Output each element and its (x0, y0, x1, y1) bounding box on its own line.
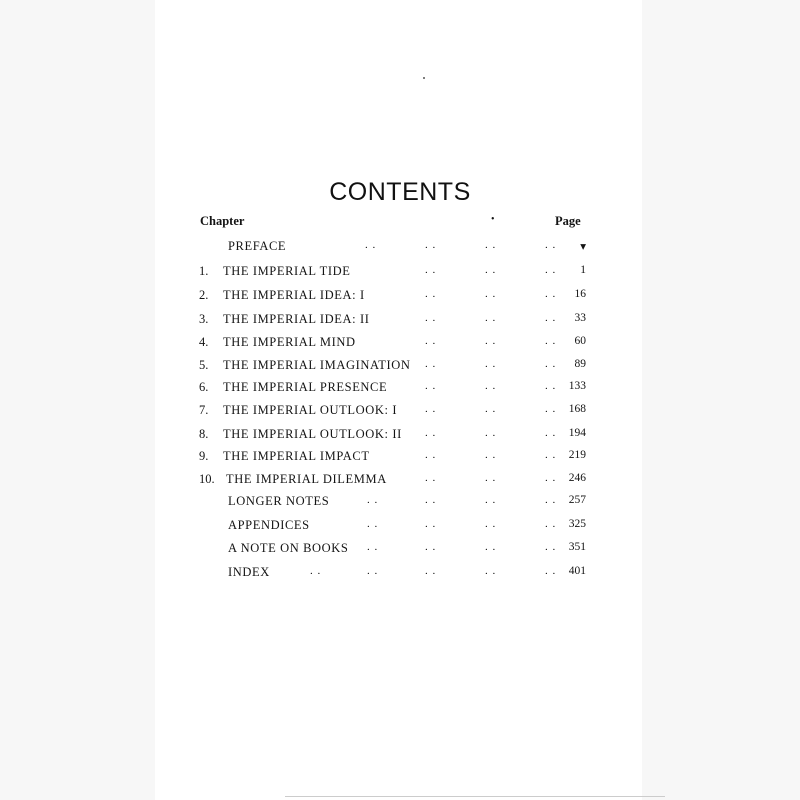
chapter-title: THE IMPERIAL TIDE (223, 264, 351, 278)
leader-dots: . . (485, 427, 497, 439)
chapter-title: LONGER NOTES (228, 494, 330, 508)
leader-dots: . . (425, 518, 437, 530)
leader-dots: . . (367, 494, 379, 506)
chapter-title: THE IMPERIAL MIND (223, 335, 356, 349)
toc-entry (0, 541, 800, 561)
page-number: 219 (568, 449, 586, 461)
toc-entry (0, 380, 800, 400)
page-number: 89 (574, 358, 586, 370)
leader-dots: . . (425, 312, 437, 324)
leader-dots: . . (310, 565, 322, 577)
leader-dots: . . (485, 403, 497, 415)
leader-dots: . . (545, 335, 557, 347)
leader-dots: . . (545, 472, 557, 484)
chapter-number: 7. (199, 403, 209, 417)
book-page (155, 0, 642, 800)
leader-dots: . . (425, 541, 437, 553)
leader-dots: . . (425, 565, 437, 577)
leader-dots: . . (425, 403, 437, 415)
leader-dots: . . (425, 335, 437, 347)
page-number: 401 (568, 565, 586, 577)
toc-entry (0, 358, 800, 378)
chapter-number: 6. (199, 380, 209, 394)
page-number: ▾ (580, 241, 586, 253)
toc-entry (0, 565, 800, 585)
leader-dots: . . (485, 449, 497, 461)
page-number: 257 (568, 494, 586, 506)
toc-entry (0, 239, 800, 259)
leader-dots: . . (545, 312, 557, 324)
leader-dots: . . (485, 358, 497, 370)
leader-dots: . . (485, 380, 497, 392)
leader-dots: . . (545, 403, 557, 415)
leader-dots: . . (367, 565, 379, 577)
leader-dots: . . (365, 239, 377, 251)
page-heading: Page (555, 214, 581, 228)
toc-entry (0, 494, 800, 514)
leader-dots: . . (545, 288, 557, 300)
page-number: 133 (568, 380, 586, 392)
chapter-number: 5. (199, 358, 209, 372)
toc-entry (0, 288, 800, 308)
chapter-title: THE IMPERIAL IMAGINATION (223, 358, 411, 372)
leader-dots: . . (545, 541, 557, 553)
chapter-number: 3. (199, 312, 209, 326)
chapter-heading: Chapter (200, 214, 245, 228)
leader-dots: . . (425, 449, 437, 461)
chapter-title: THE IMPERIAL DILEMMA (226, 472, 387, 486)
leader-dots: . . (545, 494, 557, 506)
leader-dots: . . (485, 494, 497, 506)
contents-title: CONTENTS (329, 178, 471, 206)
leader-dots: . . (545, 239, 557, 251)
page-number: 60 (574, 335, 586, 347)
toc-entry (0, 335, 800, 355)
chapter-title: PREFACE (228, 239, 287, 253)
toc-entry (0, 449, 800, 469)
leader-dots: . . (545, 380, 557, 392)
leader-dots: . . (545, 518, 557, 530)
ink-speck (423, 77, 425, 79)
leader-dots: . . (485, 472, 497, 484)
page-number: 351 (568, 541, 586, 553)
leader-dots: . . (485, 312, 497, 324)
leader-dots: . . (425, 358, 437, 370)
toc-entry (0, 427, 800, 447)
page-number: 325 (568, 518, 586, 530)
toc-entry (0, 472, 800, 492)
leader-dots: . . (425, 264, 437, 276)
chapter-title: THE IMPERIAL IMPACT (223, 449, 370, 463)
leader-dots: . . (425, 380, 437, 392)
page-number: 16 (574, 288, 586, 300)
leader-dots: . . (545, 264, 557, 276)
chapter-title: A NOTE ON BOOKS (228, 541, 349, 555)
chapter-number: 8. (199, 427, 209, 441)
chapter-number: 10. (199, 472, 215, 486)
leader-dots: . . (485, 518, 497, 530)
toc-entry (0, 312, 800, 332)
page-number: 194 (568, 427, 586, 439)
chapter-number: 2. (199, 288, 209, 302)
toc-entry (0, 403, 800, 423)
leader-dots: . . (425, 427, 437, 439)
heading-mark: • (491, 214, 495, 225)
chapter-title: THE IMPERIAL OUTLOOK: I (223, 403, 398, 417)
chapter-title: THE IMPERIAL IDEA: I (223, 288, 365, 302)
chapter-title: APPENDICES (228, 518, 310, 532)
page-number: 246 (568, 472, 586, 484)
leader-dots: . . (545, 427, 557, 439)
leader-dots: . . (425, 494, 437, 506)
chapter-title: THE IMPERIAL OUTLOOK: II (223, 427, 402, 441)
page-number: 33 (574, 312, 586, 324)
chapter-title: THE IMPERIAL IDEA: II (223, 312, 370, 326)
leader-dots: . . (545, 358, 557, 370)
toc-entry (0, 264, 800, 284)
chapter-number: 4. (199, 335, 209, 349)
leader-dots: . . (367, 541, 379, 553)
leader-dots: . . (545, 565, 557, 577)
leader-dots: . . (485, 239, 497, 251)
chapter-title: INDEX (228, 565, 270, 579)
page-number: 1 (580, 264, 586, 276)
leader-dots: . . (545, 449, 557, 461)
leader-dots: . . (485, 541, 497, 553)
page-edge-line (285, 796, 665, 797)
page-number: 168 (568, 403, 586, 415)
leader-dots: . . (425, 239, 437, 251)
leader-dots: . . (485, 288, 497, 300)
leader-dots: . . (485, 335, 497, 347)
chapter-title: THE IMPERIAL PRESENCE (223, 380, 388, 394)
leader-dots: . . (485, 565, 497, 577)
toc-entry (0, 518, 800, 538)
chapter-number: 9. (199, 449, 209, 463)
chapter-number: 1. (199, 264, 209, 278)
leader-dots: . . (425, 472, 437, 484)
leader-dots: . . (367, 518, 379, 530)
leader-dots: . . (485, 264, 497, 276)
leader-dots: . . (425, 288, 437, 300)
